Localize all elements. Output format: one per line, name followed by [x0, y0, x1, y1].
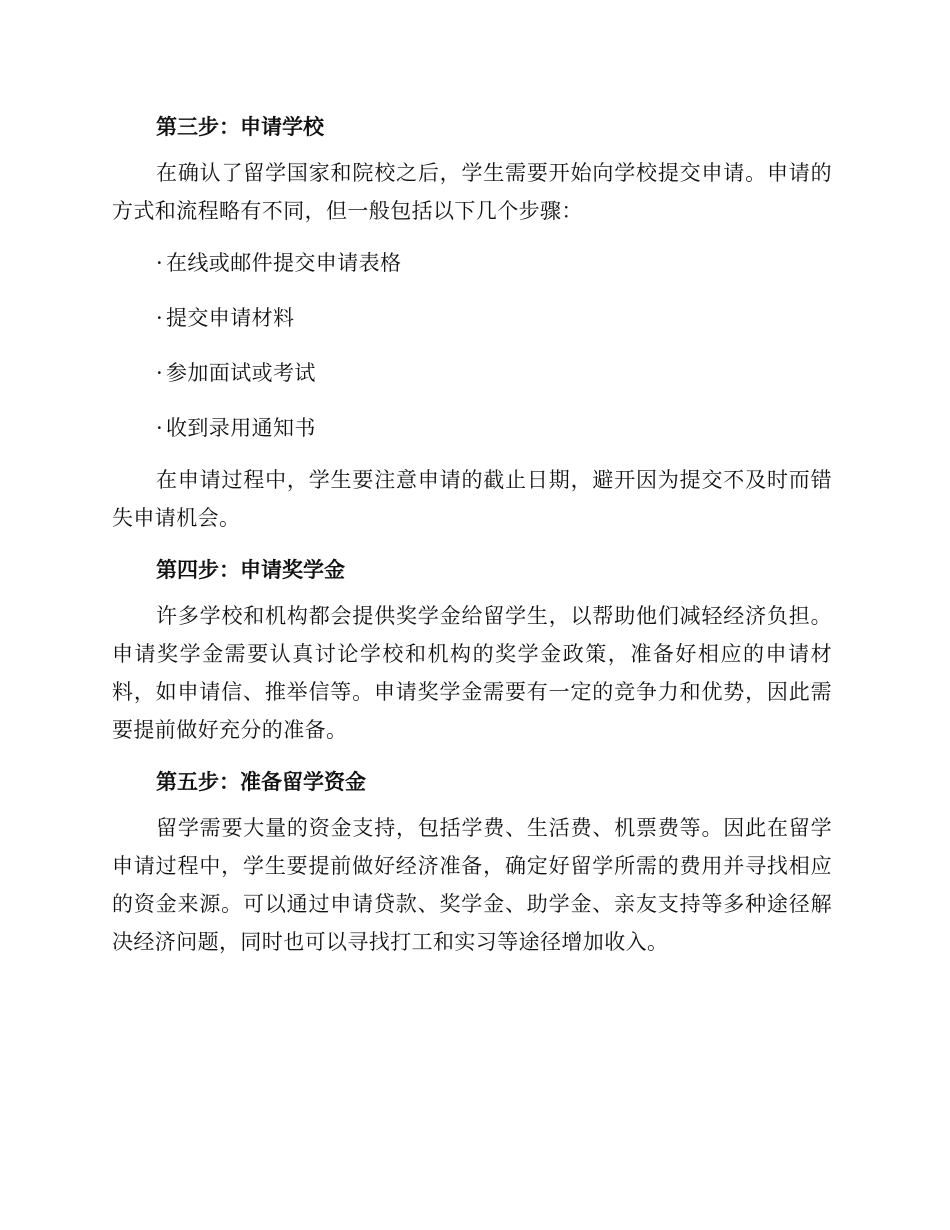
- list-item-text: 在线或邮件提交申请表格: [166, 251, 402, 275]
- section-heading-apply-school: 第三步：申请学校: [156, 115, 324, 139]
- section-intro-apply-school: 在确认了留学国家和院校之后，学生需要开始向学校提交申请。申请的方式和流程略有不同，但一般包括以下几个步骤：: [112, 161, 832, 223]
- list-item-text: 收到录用通知书: [166, 416, 316, 440]
- section-note-apply-school: 在申请过程中，学生要注意申请的截止日期，避开因为提交不及时而错失申请机会。: [112, 468, 832, 530]
- document-body: [112, 108, 832, 975]
- list-item: [112, 299, 832, 337]
- application-steps-list: [112, 244, 832, 447]
- bullet-marker: ·: [156, 251, 164, 275]
- list-item: [112, 409, 832, 447]
- section-heading-funding: 第五步：准备留学资金: [156, 770, 366, 794]
- section-body-scholarship: 许多学校和机构都会提供奖学金给留学生，以帮助他们减轻经济负担。申请奖学金需要认真讨论学校和机构的奖学金政策，准备好相应的申请材料，如申请信、推举信等。申请奖学金需要有一定的竞争力和优势，因此需要提前做好充分的准备。: [112, 604, 832, 742]
- list-item-text: 参加面试或考试: [166, 361, 316, 385]
- list-item: [112, 244, 832, 282]
- bullet-marker: ·: [156, 361, 164, 385]
- list-item: [112, 354, 832, 392]
- list-item-text: 提交申请材料: [166, 306, 295, 330]
- bullet-marker: ·: [156, 306, 164, 330]
- section-body-funding: 留学需要大量的资金支持，包括学费、生活费、机票费等。因此在留学申请过程中，学生要提前做好经济准备，确定好留学所需的费用并寻找相应的资金来源。可以通过申请贷款、奖学金、助学金、亲友支持等多种途径解决经济问题，同时也可以寻找打工和实习等途径增加收入。: [112, 816, 832, 954]
- bullet-marker: ·: [156, 416, 164, 440]
- section-heading-scholarship: 第四步：申请奖学金: [156, 558, 345, 582]
